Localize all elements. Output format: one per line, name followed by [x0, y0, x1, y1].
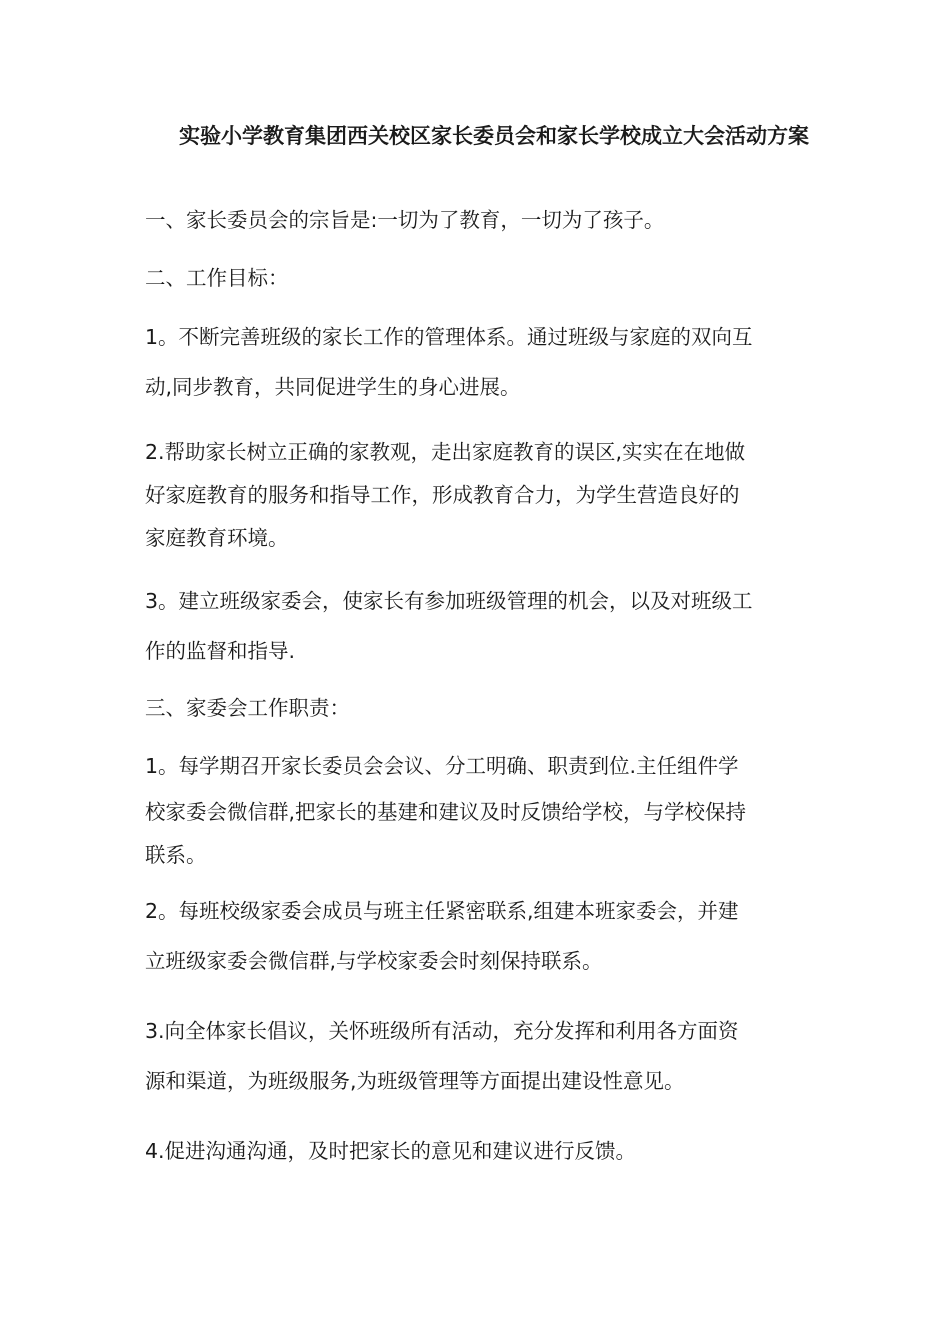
text-line: 源和渠道，为班级服务,为班级管理等方面提出建设性意见。 — [145, 1069, 685, 1093]
text-line: 联系。 — [145, 843, 207, 867]
paragraph-goal-1 — [145, 312, 817, 412]
heading-work-goals — [145, 253, 817, 303]
text-line: 1。不断完善班级的家长工作的管理体系。通过班级与家庭的双向互 — [145, 325, 753, 349]
text-line: 二、工作目标： — [145, 266, 289, 290]
text-line: 校家委会微信群,把家长的基建和建议及时反馈给学校，与学校保持 — [145, 800, 747, 824]
text-line: 一、家长委员会的宗旨是:一切为了教育，一切为了孩子。 — [145, 208, 665, 232]
text-line: 3.向全体家长倡议，关怀班级所有活动，充分发挥和利用各方面资 — [145, 1019, 739, 1043]
text-line: 动,同步教育，共同促进学生的身心进展。 — [145, 375, 521, 399]
paragraph-duty-1 — [145, 741, 817, 877]
heading-duties — [145, 683, 817, 733]
paragraph-purpose — [145, 195, 817, 245]
paragraph-goal-2 — [145, 431, 817, 560]
text-line: 三、家委会工作职责： — [145, 696, 350, 720]
text-line: 好家庭教育的服务和指导工作，形成教育合力，为学生营造良好的 — [145, 483, 740, 507]
text-line: 3。建立班级家委会，使家长有参加班级管理的机会，以及对班级工 — [145, 589, 753, 613]
text-line: 家庭教育环境。 — [145, 526, 289, 550]
text-line: 作的监督和指导. — [145, 639, 296, 663]
text-line: 立班级家委会微信群,与学校家委会时刻保持联系。 — [145, 949, 603, 973]
paragraph-duty-3 — [145, 1006, 817, 1106]
paragraph-duty-2 — [145, 886, 817, 986]
text-line: 2.帮助家长树立正确的家教观，走出家庭教育的误区,实实在在地做 — [145, 440, 746, 464]
document-title: 实验小学教育集团西关校区家长委员会和家长学校成立大会活动方案 — [179, 124, 809, 148]
text-line: 2。每班校级家委会成员与班主任紧密联系,组建本班家委会，并建 — [145, 899, 739, 923]
text-line: 1。每学期召开家长委员会会议、分工明确、职责到位.主任组件学 — [145, 754, 739, 778]
text-line: 4.促进沟通沟通，及时把家长的意见和建议进行反馈。 — [145, 1139, 637, 1163]
paragraph-goal-3 — [145, 576, 817, 676]
paragraph-duty-4 — [145, 1126, 817, 1176]
